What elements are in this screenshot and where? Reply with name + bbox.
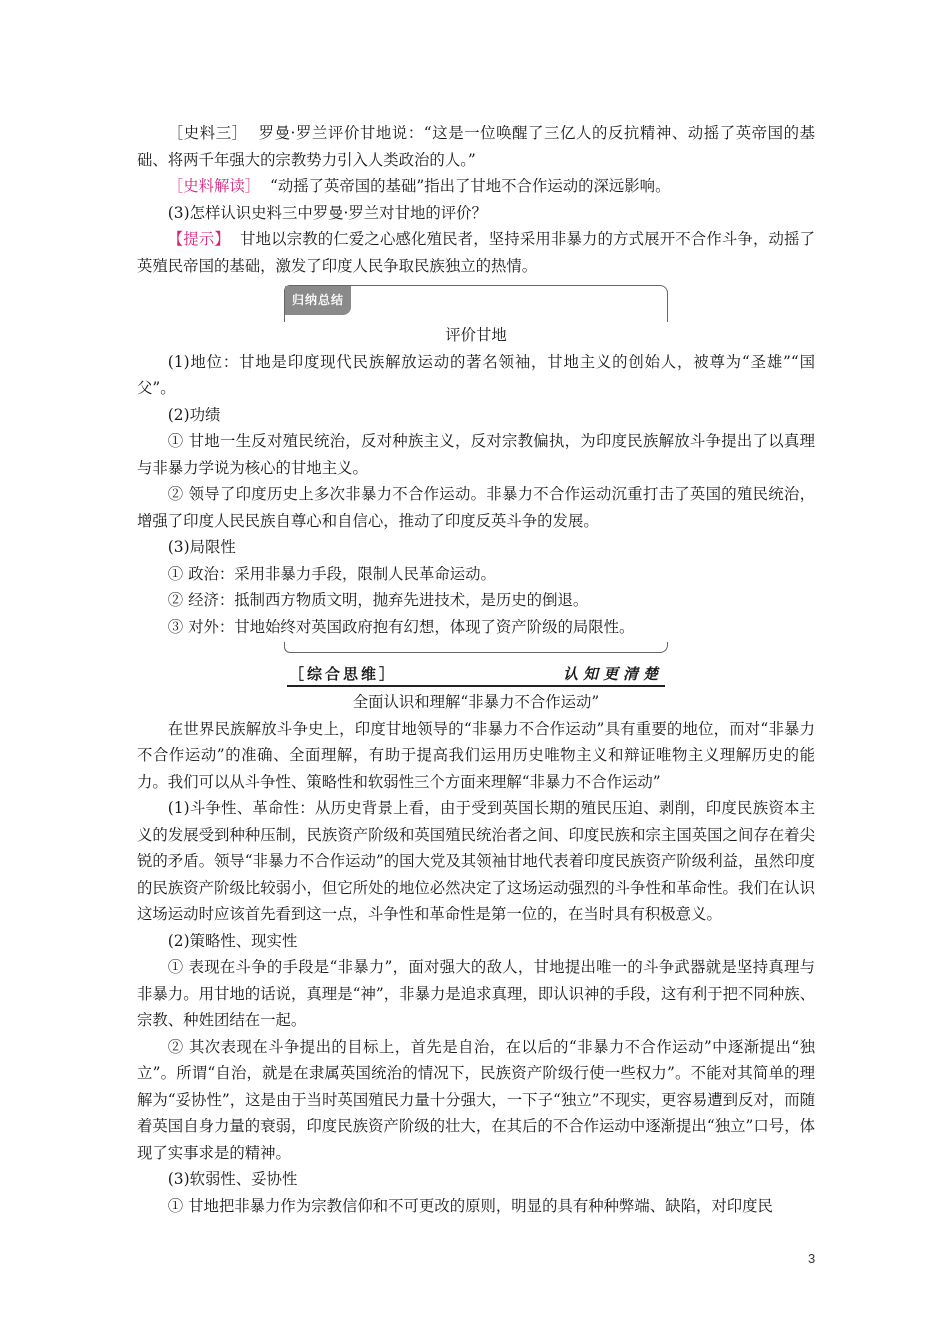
summary-box-header: [284, 285, 668, 322]
summary-item-3: ① 甘地一生反对殖民统治，反对种族主义，反对宗教偏执，为印度民族解放斗争提出了以真理与非暴力学说为核心的甘地主义。: [137, 432, 815, 477]
synthesis-paragraph-2: (1)斗争性、革命性：从历史背景上看，由于受到英国长期的殖民压迫、剥削，印度民族资本主义的发展受到种种压制，民族资产阶级和英国殖民统治者之间、印度民族和宗主国英国之间存在着尖锐的矛盾。领导“非暴力不合作运动”的国大党及其领袖甘地代表着印度民族资产阶级利益，虽然印度的民族资产阶级比较弱小，但它所处的地位必然决定了这场运动强烈的斗争性和革命性。我们在认识这场运动时应该首先看到这一点，斗争性和革命性是第一位的，在当时具有积极意义。: [137, 799, 815, 923]
synthesis-paragraph-4: ① 表现在斗争的手段是“非暴力”，面对强大的敌人，甘地提出唯一的斗争武器就是坚持真理与非暴力。用甘地的话说，真理是“神”，非暴力是追求真理，即认识神的手段，这有利于把不同种族、宗教、种姓团结在一起。: [137, 958, 815, 1029]
material3-tag: ［史料三］: [167, 124, 248, 142]
summary-item-8: ③ 对外：甘地始终对英国政府抱有幻想，体现了资产阶级的局限性。: [167, 617, 635, 636]
summary-title: 评价甘地: [445, 326, 507, 344]
page-number: 3: [808, 1251, 816, 1266]
material3-interpretation: [137, 173, 815, 200]
synthesis-paragraph-3: (2)策略性、现实性: [167, 931, 298, 950]
synthesis-paragraph-6: (3)软弱性、妥协性: [167, 1170, 298, 1188]
summary-item-1: (1)地位：甘地是印度现代民族解放运动的著名领袖，甘地主义的创始人，被尊为“圣雄”“国父”。: [137, 352, 815, 397]
summary-item-6: ① 政治：采用非暴力手段，限制人民革命运动。: [167, 564, 496, 583]
hint-tag: 【提示】: [167, 230, 230, 248]
synthesis-paragraph-7: ① 甘地把非暴力作为宗教信仰和不可更改的原则，明显的具有种种弊端、缺陷，对印度民: [167, 1196, 773, 1215]
interpretation-text: “动摇了英帝国的基础”指出了甘地不合作运动的深远影响。: [269, 177, 671, 195]
summary-item-7: ② 经济：抵制西方物质文明，抛弃先进技术，是历史的倒退。: [167, 591, 589, 609]
summary-tag: 归纳总结: [285, 286, 351, 315]
summary-box-footer: [284, 642, 668, 653]
summary-item-4: ② 领导了印度历史上多次非暴力不合作运动。非暴力不合作运动沉重打击了英国的殖民统治，增强了印度人民民族自尊心和自信心，推动了印度反英斗争的发展。: [137, 485, 815, 530]
hint-paragraph: [137, 226, 815, 279]
summary-item-2: (2)功绩: [167, 405, 221, 424]
synthesis-paragraph-1: 在世界民族解放斗争史上，印度甘地领导的“非暴力不合作运动”具有重要的地位，而对“非暴力不合作运动”的准确、全面理解，有助于提高我们运用历史唯物主义和辩证唯物主义理解历史的能力。我们可以从斗争性、策略性和软弱性三个方面来理解“非暴力不合作运动”: [137, 719, 815, 791]
synthesis-title: 全面认识和理解“非暴力不合作运动”: [352, 693, 600, 711]
synthesis-head-right: 认知更清楚: [562, 665, 663, 683]
synthesis-header: [287, 661, 665, 687]
hint-text: 甘地以宗教的仁爱之心感化殖民者，坚持采用非暴力的方式展开不合作斗争，动摇了英殖民帝国的基础，激发了印度人民争取民族独立的热情。: [137, 230, 815, 275]
material3-text: 罗曼·罗兰评价甘地说：“这是一位唤醒了三亿人的反抗精神、动摇了英帝国的基础、将两千年强大的宗教势力引入人类政治的人。”: [137, 124, 815, 169]
interpretation-tag: ［史料解读］: [167, 177, 261, 195]
summary-item-5: (3)局限性: [167, 538, 236, 556]
material3-paragraph: [137, 120, 815, 173]
page-content: [137, 120, 815, 1219]
question-3: (3)怎样认识史料三中罗曼·罗兰对甘地的评价？: [167, 203, 487, 222]
synthesis-head-left: ［综合思维］: [289, 665, 398, 683]
synthesis-paragraph-5: ② 其次表现在斗争提出的目标上，首先是自治，在以后的“非暴力不合作运动”中逐渐提出“独立”。所谓“自治，就是在隶属英国统治的情况下，民族资产阶级行使一些权力”。不能对其简单的理解为“妥协性”，这是由于当时英国殖民力量十分强大，一下子“独立”不现实，更容易遭到反对，而随着英国自身力量的衰弱，印度民族资产阶级的壮大，在其后的不合作运动中逐渐提出“独立”口号，体现了实事求是的精神。: [137, 1037, 815, 1162]
